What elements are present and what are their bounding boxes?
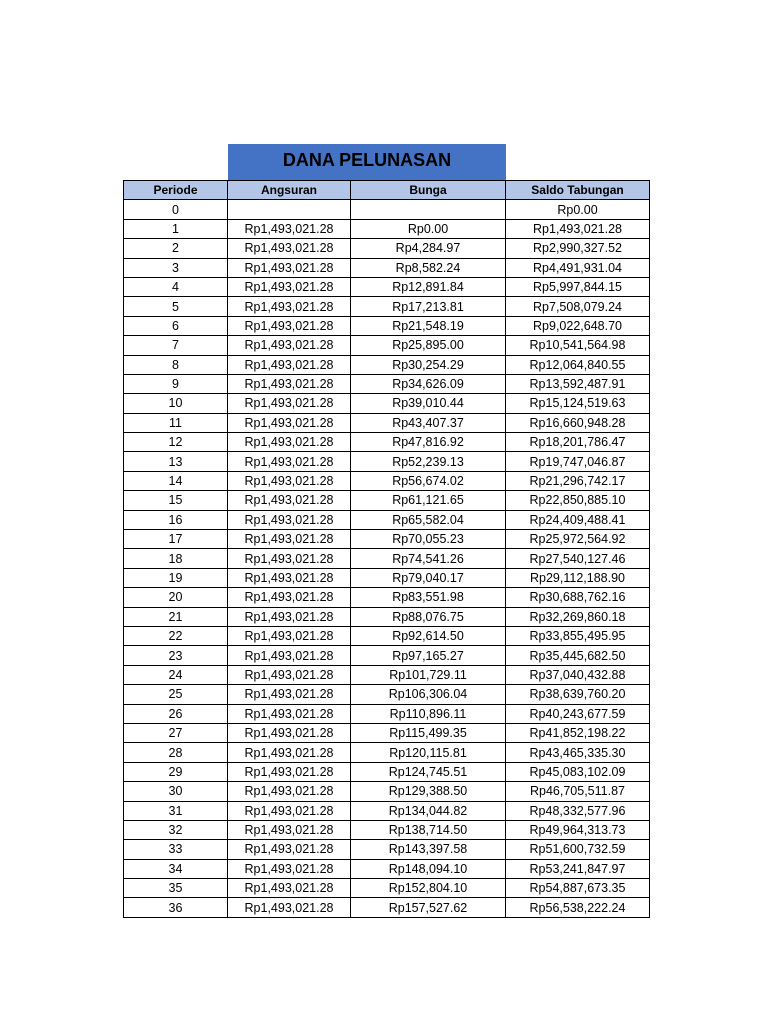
cell-angsuran: Rp1,493,021.28: [228, 374, 351, 393]
cell-periode: 8: [124, 355, 228, 374]
cell-periode: 2: [124, 239, 228, 258]
cell-periode: 13: [124, 452, 228, 471]
cell-periode: 22: [124, 626, 228, 645]
header-periode: Periode: [124, 181, 228, 200]
cell-periode: 27: [124, 723, 228, 742]
cell-angsuran: Rp1,493,021.28: [228, 433, 351, 452]
cell-saldo-tabungan: Rp12,064,840.55: [506, 355, 650, 374]
table-row: [124, 646, 650, 665]
cell-saldo-tabungan: Rp45,083,102.09: [506, 762, 650, 781]
cell-saldo-tabungan: Rp43,465,335.30: [506, 743, 650, 762]
cell-bunga: Rp56,674.02: [351, 471, 506, 490]
table-row: [124, 898, 650, 917]
cell-angsuran: Rp1,493,021.28: [228, 898, 351, 917]
cell-periode: 25: [124, 685, 228, 704]
cell-angsuran: Rp1,493,021.28: [228, 723, 351, 742]
cell-bunga: Rp34,626.09: [351, 374, 506, 393]
table-row: [124, 879, 650, 898]
cell-bunga: Rp148,094.10: [351, 859, 506, 878]
cell-periode: 0: [124, 200, 228, 219]
table-row: [124, 626, 650, 645]
cell-angsuran: Rp1,493,021.28: [228, 355, 351, 374]
cell-bunga: Rp143,397.58: [351, 840, 506, 859]
table-row: [124, 782, 650, 801]
cell-saldo-tabungan: Rp54,887,673.35: [506, 879, 650, 898]
cell-bunga: Rp70,055.23: [351, 530, 506, 549]
cell-bunga: Rp138,714.50: [351, 820, 506, 839]
table-row: [124, 510, 650, 529]
cell-saldo-tabungan: Rp15,124,519.63: [506, 394, 650, 413]
cell-bunga: Rp83,551.98: [351, 588, 506, 607]
cell-saldo-tabungan: Rp51,600,732.59: [506, 840, 650, 859]
header-row: [124, 181, 650, 200]
cell-bunga: Rp120,115.81: [351, 743, 506, 762]
table-row: [124, 762, 650, 781]
cell-periode: 32: [124, 820, 228, 839]
cell-bunga: Rp39,010.44: [351, 394, 506, 413]
cell-bunga: Rp101,729.11: [351, 665, 506, 684]
cell-angsuran: Rp1,493,021.28: [228, 219, 351, 238]
cell-periode: 19: [124, 568, 228, 587]
table-row: [124, 219, 650, 238]
cell-angsuran: Rp1,493,021.28: [228, 588, 351, 607]
cell-saldo-tabungan: Rp21,296,742.17: [506, 471, 650, 490]
cell-angsuran: Rp1,493,021.28: [228, 665, 351, 684]
cell-bunga: Rp110,896.11: [351, 704, 506, 723]
table-row: [124, 743, 650, 762]
cell-bunga: Rp88,076.75: [351, 607, 506, 626]
table-row: [124, 374, 650, 393]
cell-saldo-tabungan: Rp7,508,079.24: [506, 297, 650, 316]
table-row: [124, 491, 650, 510]
table-row: [124, 316, 650, 335]
cell-angsuran: Rp1,493,021.28: [228, 277, 351, 296]
cell-angsuran: Rp1,493,021.28: [228, 413, 351, 432]
cell-periode: 15: [124, 491, 228, 510]
cell-bunga: [351, 200, 506, 219]
cell-angsuran: Rp1,493,021.28: [228, 801, 351, 820]
cell-saldo-tabungan: Rp33,855,495.95: [506, 626, 650, 645]
cell-saldo-tabungan: Rp35,445,682.50: [506, 646, 650, 665]
cell-saldo-tabungan: Rp53,241,847.97: [506, 859, 650, 878]
cell-saldo-tabungan: Rp29,112,188.90: [506, 568, 650, 587]
cell-angsuran: Rp1,493,021.28: [228, 704, 351, 723]
cell-angsuran: Rp1,493,021.28: [228, 239, 351, 258]
cell-saldo-tabungan: Rp46,705,511.87: [506, 782, 650, 801]
cell-bunga: Rp152,804.10: [351, 879, 506, 898]
cell-periode: 33: [124, 840, 228, 859]
cell-periode: 18: [124, 549, 228, 568]
cell-saldo-tabungan: Rp38,639,760.20: [506, 685, 650, 704]
table-row: [124, 801, 650, 820]
cell-angsuran: Rp1,493,021.28: [228, 394, 351, 413]
cell-saldo-tabungan: Rp49,964,313.73: [506, 820, 650, 839]
cell-bunga: Rp17,213.81: [351, 297, 506, 316]
header-bunga: Bunga: [351, 181, 506, 200]
cell-angsuran: Rp1,493,021.28: [228, 258, 351, 277]
cell-angsuran: Rp1,493,021.28: [228, 530, 351, 549]
table-row: [124, 685, 650, 704]
table-row: [124, 471, 650, 490]
cell-periode: 1: [124, 219, 228, 238]
cell-angsuran: Rp1,493,021.28: [228, 471, 351, 490]
cell-saldo-tabungan: Rp0.00: [506, 200, 650, 219]
cell-angsuran: Rp1,493,021.28: [228, 685, 351, 704]
table-row: [124, 258, 650, 277]
cell-bunga: Rp61,121.65: [351, 491, 506, 510]
table-row: [124, 355, 650, 374]
cell-bunga: Rp157,527.62: [351, 898, 506, 917]
cell-saldo-tabungan: Rp19,747,046.87: [506, 452, 650, 471]
cell-saldo-tabungan: Rp22,850,885.10: [506, 491, 650, 510]
cell-periode: 31: [124, 801, 228, 820]
cell-periode: 34: [124, 859, 228, 878]
table-row: [124, 568, 650, 587]
cell-bunga: Rp115,499.35: [351, 723, 506, 742]
cell-angsuran: Rp1,493,021.28: [228, 316, 351, 335]
table-row: [124, 200, 650, 219]
cell-angsuran: Rp1,493,021.28: [228, 782, 351, 801]
cell-angsuran: Rp1,493,021.28: [228, 297, 351, 316]
cell-saldo-tabungan: Rp27,540,127.46: [506, 549, 650, 568]
cell-bunga: Rp106,306.04: [351, 685, 506, 704]
cell-angsuran: Rp1,493,021.28: [228, 568, 351, 587]
table-title: DANA PELUNASAN: [282, 149, 452, 170]
cell-periode: 11: [124, 413, 228, 432]
cell-bunga: Rp79,040.17: [351, 568, 506, 587]
cell-angsuran: Rp1,493,021.28: [228, 549, 351, 568]
cell-angsuran: Rp1,493,021.28: [228, 607, 351, 626]
table-title-bar: [228, 144, 506, 180]
cell-periode: 6: [124, 316, 228, 335]
cell-bunga: Rp65,582.04: [351, 510, 506, 529]
cell-angsuran: Rp1,493,021.28: [228, 491, 351, 510]
cell-bunga: Rp0.00: [351, 219, 506, 238]
cell-periode: 30: [124, 782, 228, 801]
cell-saldo-tabungan: Rp2,990,327.52: [506, 239, 650, 258]
table-row: [124, 530, 650, 549]
table-row: [124, 588, 650, 607]
cell-saldo-tabungan: Rp13,592,487.91: [506, 374, 650, 393]
cell-bunga: Rp25,895.00: [351, 336, 506, 355]
cell-bunga: Rp124,745.51: [351, 762, 506, 781]
table-row: [124, 394, 650, 413]
cell-angsuran: Rp1,493,021.28: [228, 840, 351, 859]
cell-periode: 12: [124, 433, 228, 452]
cell-saldo-tabungan: Rp18,201,786.47: [506, 433, 650, 452]
cell-saldo-tabungan: Rp4,491,931.04: [506, 258, 650, 277]
table-row: [124, 452, 650, 471]
table-body: [124, 200, 650, 917]
cell-angsuran: Rp1,493,021.28: [228, 820, 351, 839]
cell-periode: 5: [124, 297, 228, 316]
cell-bunga: Rp97,165.27: [351, 646, 506, 665]
cell-bunga: Rp21,548.19: [351, 316, 506, 335]
cell-angsuran: Rp1,493,021.28: [228, 510, 351, 529]
cell-bunga: Rp74,541.26: [351, 549, 506, 568]
table-row: [124, 859, 650, 878]
table-row: [124, 704, 650, 723]
cell-bunga: Rp43,407.37: [351, 413, 506, 432]
cell-periode: 24: [124, 665, 228, 684]
table-row: [124, 297, 650, 316]
cell-saldo-tabungan: Rp9,022,648.70: [506, 316, 650, 335]
table-row: [124, 433, 650, 452]
cell-periode: 3: [124, 258, 228, 277]
cell-saldo-tabungan: Rp10,541,564.98: [506, 336, 650, 355]
cell-periode: 29: [124, 762, 228, 781]
cell-bunga: Rp4,284.97: [351, 239, 506, 258]
cell-bunga: Rp8,582.24: [351, 258, 506, 277]
cell-bunga: Rp129,388.50: [351, 782, 506, 801]
cell-saldo-tabungan: Rp25,972,564.92: [506, 530, 650, 549]
cell-bunga: Rp92,614.50: [351, 626, 506, 645]
cell-saldo-tabungan: Rp48,332,577.96: [506, 801, 650, 820]
cell-angsuran: Rp1,493,021.28: [228, 452, 351, 471]
cell-angsuran: Rp1,493,021.28: [228, 762, 351, 781]
table-row: [124, 820, 650, 839]
cell-periode: 28: [124, 743, 228, 762]
table-row: [124, 840, 650, 859]
cell-bunga: Rp12,891.84: [351, 277, 506, 296]
cell-angsuran: Rp1,493,021.28: [228, 879, 351, 898]
table-row: [124, 549, 650, 568]
cell-saldo-tabungan: Rp32,269,860.18: [506, 607, 650, 626]
cell-saldo-tabungan: Rp41,852,198.22: [506, 723, 650, 742]
table-row: [124, 277, 650, 296]
cell-periode: 35: [124, 879, 228, 898]
cell-periode: 20: [124, 588, 228, 607]
cell-periode: 26: [124, 704, 228, 723]
header-angsuran: Angsuran: [228, 181, 351, 200]
cell-angsuran: [228, 200, 351, 219]
cell-angsuran: Rp1,493,021.28: [228, 336, 351, 355]
cell-bunga: Rp47,816.92: [351, 433, 506, 452]
cell-periode: 23: [124, 646, 228, 665]
cell-saldo-tabungan: Rp37,040,432.88: [506, 665, 650, 684]
cell-periode: 9: [124, 374, 228, 393]
cell-saldo-tabungan: Rp30,688,762.16: [506, 588, 650, 607]
header-saldo-tabungan: Saldo Tabungan: [506, 181, 650, 200]
cell-bunga: Rp134,044.82: [351, 801, 506, 820]
savings-schedule-table: [123, 180, 650, 918]
cell-periode: 17: [124, 530, 228, 549]
cell-saldo-tabungan: Rp56,538,222.24: [506, 898, 650, 917]
cell-saldo-tabungan: Rp40,243,677.59: [506, 704, 650, 723]
table-row: [124, 413, 650, 432]
cell-periode: 14: [124, 471, 228, 490]
cell-periode: 16: [124, 510, 228, 529]
cell-saldo-tabungan: Rp24,409,488.41: [506, 510, 650, 529]
cell-angsuran: Rp1,493,021.28: [228, 859, 351, 878]
cell-saldo-tabungan: Rp16,660,948.28: [506, 413, 650, 432]
cell-periode: 4: [124, 277, 228, 296]
table-row: [124, 336, 650, 355]
cell-bunga: Rp52,239.13: [351, 452, 506, 471]
cell-periode: 21: [124, 607, 228, 626]
cell-angsuran: Rp1,493,021.28: [228, 646, 351, 665]
table-row: [124, 665, 650, 684]
cell-periode: 10: [124, 394, 228, 413]
cell-periode: 7: [124, 336, 228, 355]
cell-saldo-tabungan: Rp5,997,844.15: [506, 277, 650, 296]
table-row: [124, 607, 650, 626]
cell-angsuran: Rp1,493,021.28: [228, 626, 351, 645]
table-row: [124, 723, 650, 742]
cell-angsuran: Rp1,493,021.28: [228, 743, 351, 762]
cell-bunga: Rp30,254.29: [351, 355, 506, 374]
cell-periode: 36: [124, 898, 228, 917]
table-row: [124, 239, 650, 258]
cell-saldo-tabungan: Rp1,493,021.28: [506, 219, 650, 238]
